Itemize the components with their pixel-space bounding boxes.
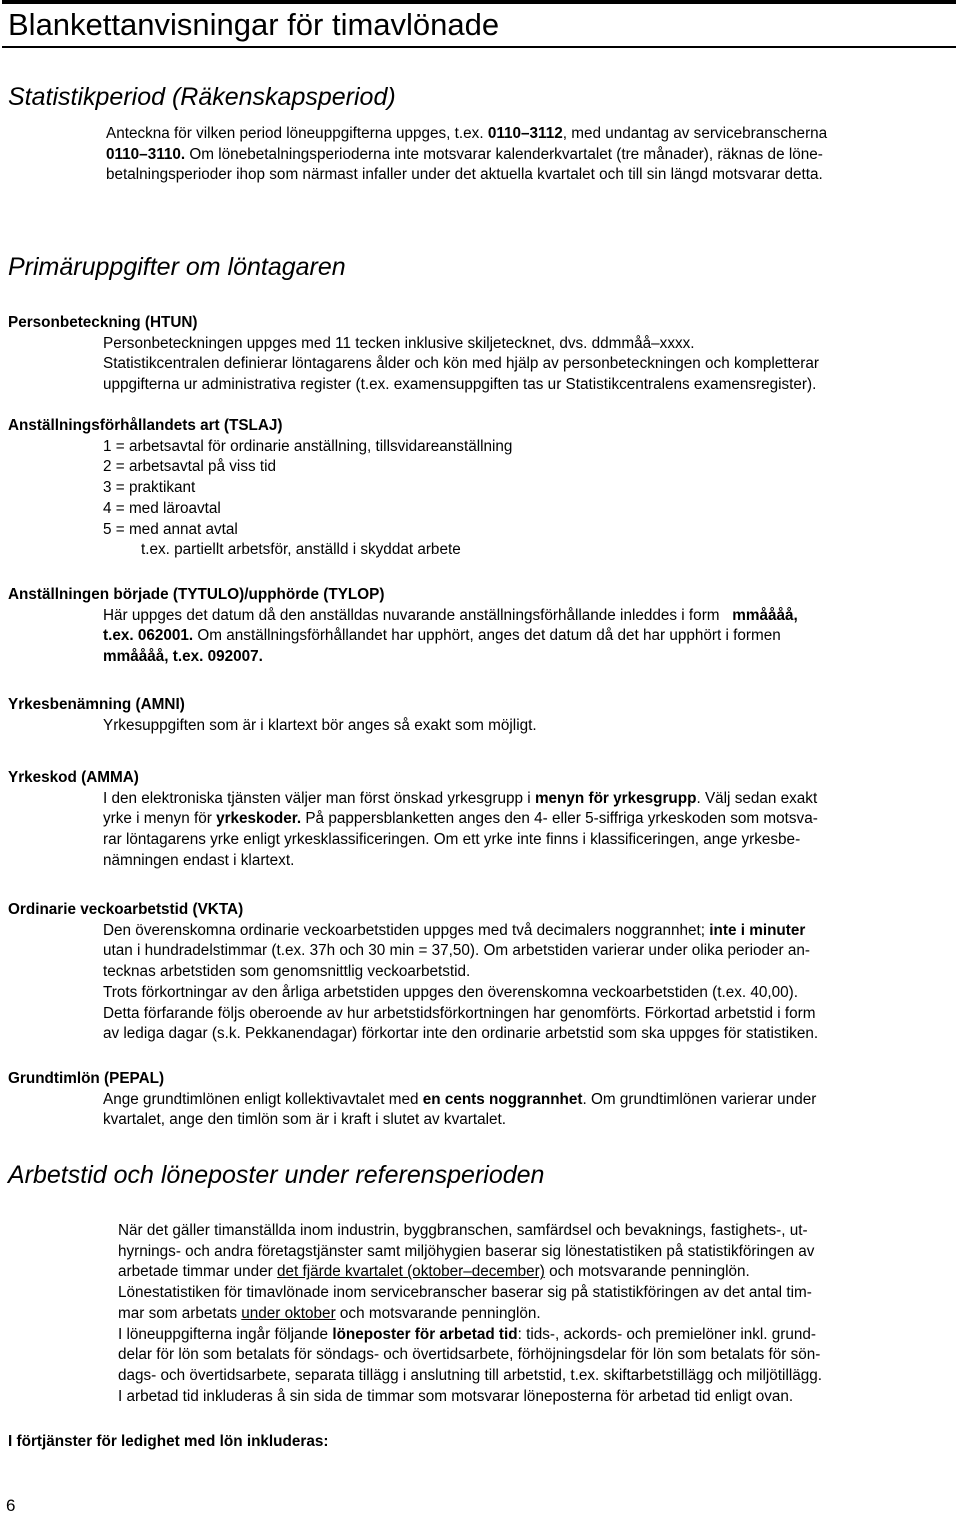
text: Om lönebetalningsperioderna inte motsvarar kalenderkvartalet (tre månader), räknas de löne- <box>185 145 823 163</box>
amma-label: Yrkeskod (AMMA) <box>8 769 139 786</box>
text: I löneuppgifterna ingår följande <box>118 1325 333 1343</box>
text: I den elektroniska tjänsten väljer man först önskad yrkesgrupp i <box>103 789 535 807</box>
text: rar löntagarens yrke enligt yrkesklassificeringen. Om ett yrke inte finns i klassificeringen, ange yrkesbe- <box>103 831 801 849</box>
text: och motsvarande penninglön. <box>544 1263 750 1281</box>
text: Lönestatistiken för timavlönade inom servicebranscher baserar sig på statistikföringen av det antal tim- <box>118 1284 812 1302</box>
text: yrke i menyn för <box>103 810 217 828</box>
statistikperiod-paragraph <box>106 124 827 186</box>
reference-period: det fjärde kvartalet (oktober–december) <box>277 1263 545 1281</box>
emphasis: en cents noggrannhet <box>422 1090 583 1108</box>
ledighet-label: I förtjänster för ledighet med lön inkluderas: <box>8 1433 329 1450</box>
text: utan i hundradelstimmar (t.ex. 37h och 30 min = 37,50). Om arbetstiden varierar under olika perioder an- <box>103 942 810 960</box>
header-top-rule <box>2 0 956 4</box>
section-title-primaruppgifter: Primäruppgifter om löntagaren <box>8 253 346 281</box>
text: dags- och övertidsarbete, separata tillägg i anslutning till arbetstid, t.ex. skiftarbetstillägg och miljötillägg. <box>118 1366 823 1384</box>
text: . Välj sedan exakt <box>696 789 818 807</box>
text: mar som arbetats <box>118 1304 242 1322</box>
period-code: 0110–3110. <box>106 145 186 163</box>
text: Här uppges det datum då den anställdas nuvarande anställningsförhållande inleddes i form <box>103 606 720 624</box>
text: Den överenskomna ordinarie veckoarbetstiden uppges med två decimalers noggrannhet; <box>103 921 710 939</box>
tytulo-block <box>8 585 798 668</box>
reference-period: under oktober <box>241 1304 336 1322</box>
amma-block <box>8 768 818 872</box>
date-example: mmåååå, t.ex. 092007. <box>103 648 263 666</box>
header-bottom-rule <box>2 46 956 48</box>
text: , med undantag av servicebranscherna <box>562 125 828 142</box>
text: uppgifterna ur administrativa register (t.ex. examensuppgiften tas ur Statistikcentralens examensregister). <box>103 376 817 394</box>
menu-name: yrkeskoder. <box>216 810 302 828</box>
text: . Om grundtimlönen varierar under <box>582 1090 817 1108</box>
text: hyrnings- och andra företagstjänster samt miljöhygien baserar sig lönestatistiken på statistikföringen av <box>118 1242 815 1260</box>
htun-block <box>8 313 819 396</box>
pepal-label: Grundtimlön (PEPAL) <box>8 1070 165 1087</box>
period-code: 0110–3112 <box>487 125 563 142</box>
list-item: 1 = arbetsavtal för ordinarie anställning, tillsvidareanställning <box>103 437 513 455</box>
page-number: 6 <box>6 1496 16 1515</box>
amni-block <box>8 695 537 736</box>
text: arbetade timmar under <box>118 1263 277 1281</box>
text: delar för lön som betalats för söndags- och övertidsarbete, förhöjningsdelar för lön som betalats för sön- <box>118 1346 821 1364</box>
text: När det gäller timanställda inom industrin, byggbranschen, samfärdsel och bevaknings, fastighets-, ut- <box>118 1222 808 1239</box>
vkta-block <box>8 900 818 1045</box>
text: På pappersblanketten anges den 4- eller 5-siffriga yrkeskoden som motsva- <box>301 810 818 828</box>
text: Trots förkortningar av den årliga arbetstiden uppges den överenskomna veckoarbetstiden (t.ex. 40,00). <box>103 983 798 1001</box>
list-item: 3 = praktikant <box>103 479 196 497</box>
text: kvartalet, ange den timlön som är i kraft i slutet av kvartalet. <box>103 1111 506 1129</box>
text: Statistikcentralen definierar löntagarens ålder och kön med hjälp av personbeteckningen och kompletterar <box>103 355 819 373</box>
text: och motsvarande penninglön. <box>335 1304 541 1322</box>
text: Yrkesuppgiften som är i klartext bör anges så exakt som möjligt. <box>103 716 537 734</box>
text: Ange grundtimlönen enligt kollektivavtalet med <box>103 1090 423 1108</box>
emphasis: löneposter för arbetad tid <box>332 1325 518 1343</box>
section-title-arbetstid: Arbetstid och löneposter under referensperioden <box>8 1161 545 1189</box>
emphasis: inte i minuter <box>709 921 806 939</box>
htun-label: Personbeteckning (HTUN) <box>8 314 198 331</box>
text: nämningen endast i klartext. <box>103 851 295 869</box>
text: Anteckna för vilken period löneuppgifterna uppges, t.ex. <box>106 125 488 142</box>
date-format: mmåååå, <box>732 606 798 624</box>
list-item: 5 = med annat avtal <box>103 520 238 538</box>
menu-name: menyn för yrkesgrupp <box>534 789 697 807</box>
text: : tids-, ackords- och premielöner inkl. grund- <box>517 1325 817 1343</box>
text: I arbetad tid inkluderas å sin sida de timmar som motsvarar löneposterna för arbetad tid enligt ovan. <box>118 1387 794 1405</box>
date-example: t.ex. 062001. <box>103 627 194 645</box>
tytulo-label: Anställningen började (TYTULO)/upphörde (TYLOP) <box>8 586 385 603</box>
text: Detta förfarande följs oberoende av hur arbetstidsförkortningen har genomförts. Förkortad arbetstid i form <box>103 1004 816 1022</box>
text: Om anställningsförhållandet har upphört, anges det datum då det har upphört i formen <box>193 627 781 645</box>
list-item: 4 = med läroavtal <box>103 499 221 517</box>
pepal-block <box>8 1069 816 1131</box>
tslaj-block <box>8 416 512 561</box>
page-title: Blankettanvisningar för timavlönade <box>8 7 500 42</box>
list-note: t.ex. partiellt arbetsför, anställd i skyddat arbete <box>141 541 461 559</box>
vkta-label: Ordinarie veckoarbetstid (VKTA) <box>8 901 244 918</box>
text: betalningsperioder ihop som närmast infaller under det aktuella kvartalet och till sin längd motsvarar detta. <box>106 166 823 184</box>
text: Personbeteckningen uppges med 11 tecken inklusive skiljetecknet, dvs. ddmmåå–xxxx. <box>103 334 695 352</box>
tslaj-label: Anställningsförhållandets art (TSLAJ) <box>8 417 283 434</box>
section-title-statistikperiod: Statistikperiod (Räkenskapsperiod) <box>8 83 396 111</box>
text: tecknas arbetstiden som genomsnittlig veckoarbetstid. <box>103 963 471 981</box>
arbetstid-paragraph <box>118 1221 822 1407</box>
amni-label: Yrkesbenämning (AMNI) <box>8 696 185 713</box>
list-item: 2 = arbetsavtal på viss tid <box>103 458 277 476</box>
text: av lediga dagar (s.k. Pekkanendagar) förkortar inte den ordinarie arbetstid som ska uppges för statistiken. <box>103 1025 819 1043</box>
